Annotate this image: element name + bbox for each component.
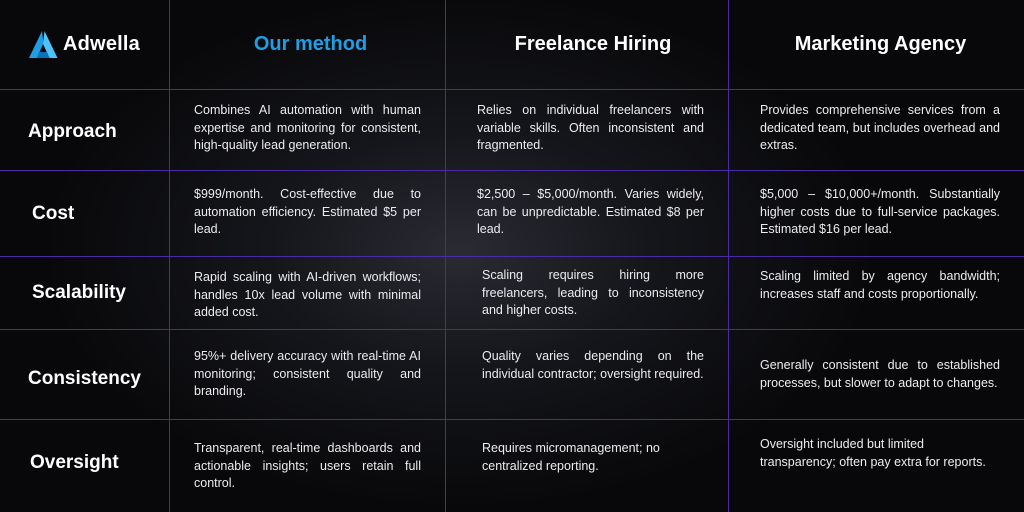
brand-name: Adwella: [63, 33, 140, 55]
cell-oversight-our-method: Transparent, real-time dashboards and actionable insights; users retain full control.: [170, 420, 446, 512]
row-header-oversight: Oversight: [0, 420, 170, 512]
cell-cost-our-method: $999/month. Cost-effective due to automation efficiency. Estimated $5 per lead.: [170, 171, 446, 257]
cell-scalability-freelance: Scaling requires hiring more freelancers, leading to inconsistency and higher costs.: [446, 257, 729, 330]
row-header-consistency: Consistency: [0, 330, 170, 420]
cell-cost-freelance: $2,500 – $5,000/month. Varies widely, can be unpredictable. Estimated $8 per lead.: [446, 171, 729, 257]
logo: [0, 0, 170, 90]
column-header-marketing-agency: Marketing Agency: [729, 0, 1024, 90]
cell-approach-freelance: Relies on individual freelancers with variable skills. Often inconsistent and fragmented.: [446, 90, 729, 171]
cell-approach-our-method: Combines AI automation with human expertise and monitoring for consistent, high-quality lead generation.: [170, 90, 446, 171]
cell-scalability-our-method: Rapid scaling with AI-driven workflows; handles 10x lead volume with minimal added cost.: [170, 257, 446, 330]
row-header-scalability: Scalability: [0, 257, 170, 330]
adwella-logo-icon: [27, 30, 59, 60]
cell-approach-agency: Provides comprehensive services from a dedicated team, but includes overhead and extras.: [729, 90, 1024, 171]
column-header-our-method: Our method: [170, 0, 446, 90]
cell-scalability-agency: Scaling limited by agency bandwidth; increases staff and costs proportionally.: [729, 257, 1024, 330]
cell-oversight-agency: Oversight included but limited transparency; often pay extra for reports.: [760, 437, 986, 469]
cell-consistency-freelance: Quality varies depending on the individual contractor; oversight required.: [446, 330, 729, 420]
cell-oversight-freelance: Requires micromanagement; no centralized reporting.: [446, 420, 729, 512]
cell-cost-agency: $5,000 – $10,000+/month. Substantially higher costs due to full-service packages. Estimated $16 per lead.: [729, 171, 1024, 257]
column-header-freelance-hiring: Freelance Hiring: [446, 0, 729, 90]
row-header-approach: Approach: [0, 90, 170, 171]
row-header-cost: Cost: [0, 171, 170, 257]
cell-consistency-our-method: 95%+ delivery accuracy with real-time AI monitoring; consistent quality and branding.: [170, 330, 446, 420]
cell-consistency-agency: Generally consistent due to established processes, but slower to adapt to changes.: [729, 330, 1024, 420]
